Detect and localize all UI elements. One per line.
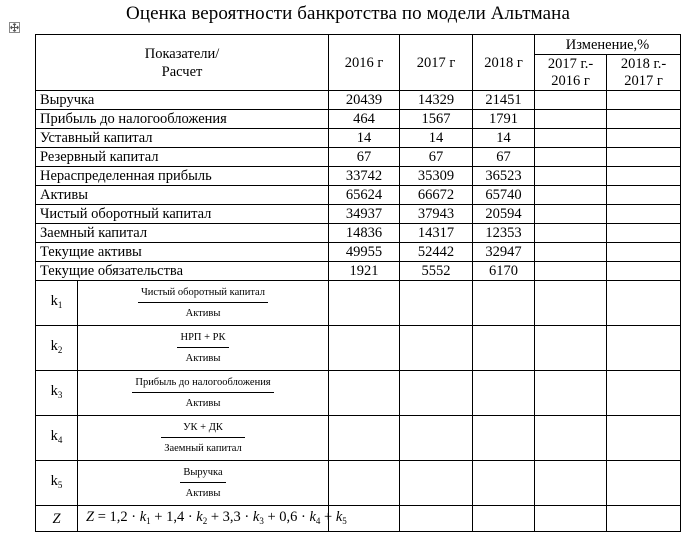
value-cell xyxy=(329,281,400,326)
fraction-numerator: НРП + РК xyxy=(177,331,228,348)
coefficient-formula xyxy=(78,326,329,371)
value-cell xyxy=(607,281,681,326)
value-cell xyxy=(400,371,473,416)
table-row xyxy=(36,91,681,110)
value-cell xyxy=(535,416,607,461)
fraction-numerator: Прибыль до налогообложения xyxy=(132,376,273,393)
table-row xyxy=(36,224,681,243)
change-cell xyxy=(607,262,681,281)
change-2018-2017-header: 2018 г.- 2017 г xyxy=(607,55,681,91)
header-row xyxy=(36,35,681,55)
change-cell xyxy=(607,148,681,167)
fraction-denominator: Активы xyxy=(185,398,221,409)
change-cell xyxy=(607,205,681,224)
year-header-2018: 2018 г xyxy=(473,35,535,91)
row-value: 67 xyxy=(400,148,473,167)
fraction-denominator: Активы xyxy=(185,308,221,319)
row-value: 14836 xyxy=(329,224,400,243)
change-cell xyxy=(535,110,607,129)
value-cell xyxy=(473,371,535,416)
table-row xyxy=(36,186,681,205)
coefficient-symbol: $k_5$ xyxy=(36,461,78,506)
row-value: 67 xyxy=(329,148,400,167)
indicators-header: Показатели/ Расчет xyxy=(36,35,329,91)
row-value: 5552 xyxy=(400,262,473,281)
row-value: 20594 xyxy=(473,205,535,224)
value-cell xyxy=(607,416,681,461)
row-value: 1567 xyxy=(400,110,473,129)
change-cell xyxy=(607,167,681,186)
row-value: 65740 xyxy=(473,186,535,205)
row-value: 12353 xyxy=(473,224,535,243)
change-cell xyxy=(535,262,607,281)
row-label: Текущие обязательства xyxy=(36,262,329,281)
value-cell xyxy=(329,416,400,461)
z-value-cell xyxy=(607,506,681,532)
value-cell xyxy=(535,371,607,416)
table-row xyxy=(36,262,681,281)
z-label: Z xyxy=(36,506,78,532)
value-cell xyxy=(400,281,473,326)
row-label: Активы xyxy=(36,186,329,205)
year-header-2016: 2016 г xyxy=(329,35,400,91)
change-cell xyxy=(535,91,607,110)
coefficient-symbol: $k_1$ xyxy=(36,281,78,326)
table-row xyxy=(36,167,681,186)
z-row xyxy=(36,506,681,532)
value-cell xyxy=(473,416,535,461)
coefficient-symbol: $k_4$ xyxy=(36,416,78,461)
table-row xyxy=(36,148,681,167)
row-value: 67 xyxy=(473,148,535,167)
row-value: 464 xyxy=(329,110,400,129)
value-cell xyxy=(400,326,473,371)
table-row xyxy=(36,129,681,148)
change-cell xyxy=(535,186,607,205)
value-cell xyxy=(329,371,400,416)
row-value: 1921 xyxy=(329,262,400,281)
coefficient-row xyxy=(36,461,681,506)
value-cell xyxy=(473,461,535,506)
document-title: Оценка вероятности банкротства по модели Альтмана xyxy=(126,3,570,24)
coefficient-formula xyxy=(78,371,329,416)
row-label: Уставный капитал xyxy=(36,129,329,148)
fraction-numerator: Чистый оборотный капитал xyxy=(138,286,268,303)
change-cell xyxy=(607,186,681,205)
row-value: 6170 xyxy=(473,262,535,281)
row-value: 20439 xyxy=(329,91,400,110)
change-cell xyxy=(607,129,681,148)
row-label: Нераспределенная прибыль xyxy=(36,167,329,186)
change-cell xyxy=(535,205,607,224)
z-value-cell xyxy=(400,506,473,532)
change-header: Изменение,% xyxy=(535,35,681,55)
row-value: 33742 xyxy=(329,167,400,186)
change-cell xyxy=(535,224,607,243)
value-cell xyxy=(535,281,607,326)
table-row xyxy=(36,205,681,224)
fraction-denominator: Активы xyxy=(185,488,221,499)
row-value: 14 xyxy=(473,129,535,148)
fraction-denominator: Заемный капитал xyxy=(164,443,242,454)
coefficient-formula xyxy=(78,416,329,461)
row-value: 14317 xyxy=(400,224,473,243)
row-value: 49955 xyxy=(329,243,400,262)
row-value: 14 xyxy=(329,129,400,148)
value-cell xyxy=(400,461,473,506)
altman-table xyxy=(35,34,681,532)
row-label: Чистый оборотный капитал xyxy=(36,205,329,224)
change-cell xyxy=(607,110,681,129)
coefficient-formula xyxy=(78,461,329,506)
coefficient-row xyxy=(36,281,681,326)
row-value: 36523 xyxy=(473,167,535,186)
table-row xyxy=(36,243,681,262)
value-cell xyxy=(535,461,607,506)
coefficient-row xyxy=(36,416,681,461)
fraction-numerator: Выручка xyxy=(180,466,225,483)
z-value-cell xyxy=(535,506,607,532)
fraction-numerator: УК + ДК xyxy=(161,421,245,438)
row-label: Резервный капитал xyxy=(36,148,329,167)
row-label: Прибыль до налогообложения xyxy=(36,110,329,129)
z-value-cell xyxy=(473,506,535,532)
value-cell xyxy=(607,371,681,416)
row-label: Заемный капитал xyxy=(36,224,329,243)
row-label: Текущие активы xyxy=(36,243,329,262)
fraction-denominator: Активы xyxy=(185,353,221,364)
row-value: 37943 xyxy=(400,205,473,224)
change-2017-2016-header: 2017 г.- 2016 г xyxy=(535,55,607,91)
year-header-2017: 2017 г xyxy=(400,35,473,91)
change-cell xyxy=(535,129,607,148)
row-value: 14 xyxy=(400,129,473,148)
row-value: 66672 xyxy=(400,186,473,205)
row-label: Выручка xyxy=(36,91,329,110)
row-value: 35309 xyxy=(400,167,473,186)
coefficient-row xyxy=(36,326,681,371)
change-cell xyxy=(607,91,681,110)
row-value: 52442 xyxy=(400,243,473,262)
row-value: 14329 xyxy=(400,91,473,110)
coefficient-formula xyxy=(78,281,329,326)
value-cell xyxy=(473,281,535,326)
row-value: 32947 xyxy=(473,243,535,262)
change-cell xyxy=(535,243,607,262)
z-formula: $Z = 1,2 \cdot k_1 + 1,4 \cdot k_2 + 3,3 \cdot k_3 + 0,6 \cdot k_4 + k_5$ xyxy=(78,506,329,532)
change-cell xyxy=(607,243,681,262)
coefficient-row xyxy=(36,371,681,416)
value-cell xyxy=(607,461,681,506)
table-move-handle-icon[interactable] xyxy=(9,22,20,33)
value-cell xyxy=(329,461,400,506)
value-cell xyxy=(535,326,607,371)
coefficient-symbol: $k_2$ xyxy=(36,326,78,371)
change-cell xyxy=(535,148,607,167)
coefficient-symbol: $k_3$ xyxy=(36,371,78,416)
table-row xyxy=(36,110,681,129)
value-cell xyxy=(473,326,535,371)
row-value: 34937 xyxy=(329,205,400,224)
row-value: 21451 xyxy=(473,91,535,110)
change-cell xyxy=(607,224,681,243)
row-value: 1791 xyxy=(473,110,535,129)
value-cell xyxy=(329,326,400,371)
value-cell xyxy=(607,326,681,371)
change-cell xyxy=(535,167,607,186)
value-cell xyxy=(400,416,473,461)
row-value: 65624 xyxy=(329,186,400,205)
